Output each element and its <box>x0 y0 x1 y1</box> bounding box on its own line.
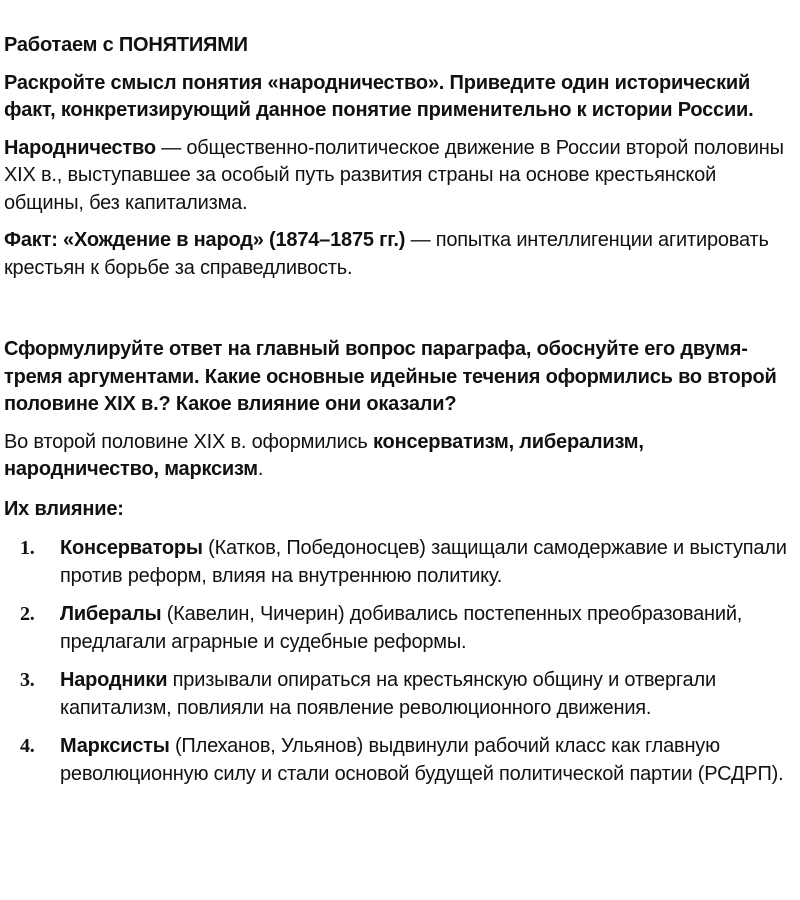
item-number: 3. <box>20 669 35 691</box>
definition <box>4 135 800 218</box>
item-text: призывали опираться на крестьянскую общину и отвергали капитализм, повлияли на появление революционного движения. <box>60 669 716 719</box>
fact-text: — попытка интеллигенции агитировать крестьян к борьбе за справедливость. <box>4 229 769 279</box>
heading-text: Работаем с ПОНЯТИЯМИ <box>4 34 248 56</box>
item-number: 2. <box>20 603 35 625</box>
definition-text: — общественно-политическое движение в России второй половины XIX в., выступавшее за особый путь развития страны на основе крестьянской общины, без капитализма. <box>4 136 784 214</box>
fact <box>4 227 800 282</box>
answer-text: Во второй половине XIX в. оформились <box>4 430 373 453</box>
section-heading <box>4 32 800 60</box>
task-2-text: Сформулируйте ответ на главный вопрос параграфа, обоснуйте его двумя-тремя аргументами. Какие основные идейные течения оформились во второй половине XIX в.? Какое влияние они оказали? <box>4 338 777 415</box>
answer-end: . <box>257 458 264 480</box>
fact-label: Факт: «Хождение в народ» (1874–1875 гг.) <box>4 229 406 251</box>
list-item <box>4 733 800 788</box>
influence-title <box>4 496 800 524</box>
list-item <box>4 535 800 590</box>
definition-term: Народничество <box>4 136 156 159</box>
list-item <box>4 667 800 722</box>
item-term: Консерваторы <box>60 537 203 559</box>
item-number: 1. <box>20 537 35 559</box>
item-number: 4. <box>20 735 35 757</box>
influence-title-text: Их влияние: <box>4 497 124 520</box>
answer-bold: консерватизм, либерализм, народничество, марксизм <box>4 430 644 480</box>
item-term: Либералы <box>60 603 162 625</box>
task-1 <box>4 70 800 125</box>
influence-list <box>4 535 800 788</box>
list-item <box>4 601 800 656</box>
item-term: Народники <box>60 669 168 691</box>
task-2 <box>4 336 800 419</box>
task-1-text: Раскройте смысл понятия «народничество». Приведите один исторический факт, конкретизирующий данное понятие применительно к истории России. <box>4 71 754 121</box>
item-text: (Кавелин, Чичерин) добивались постепенных преобразований, предлагали аграрные и судебные реформы. <box>60 603 743 653</box>
item-text: (Плеханов, Ульянов) выдвинули рабочий класс как главную революционную силу и стали основой будущей политической партии (РСДРП). <box>60 735 784 785</box>
item-text: (Катков, Победоносцев) защищали самодержавие и выступали против реформ, влияя на внутреннюю политику. <box>60 537 787 587</box>
answer <box>4 429 800 484</box>
item-term: Марксисты <box>60 735 170 757</box>
document <box>4 32 800 799</box>
